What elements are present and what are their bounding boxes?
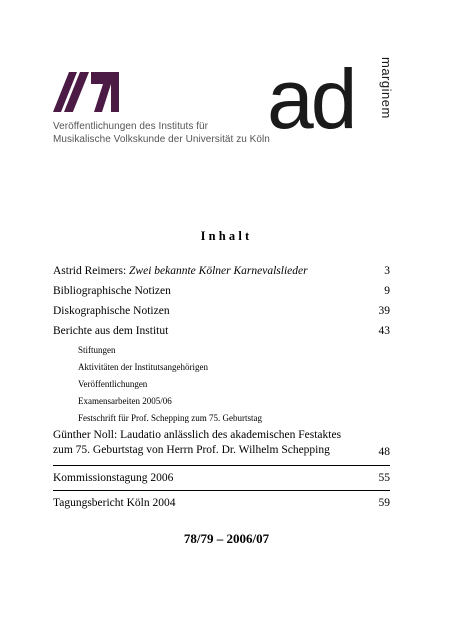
toc-entry xyxy=(53,263,390,283)
toc-entry-title: Berichte aus dem Institut xyxy=(53,325,169,337)
toc-subentry xyxy=(53,394,390,411)
toc-entry-laudatio xyxy=(53,428,390,465)
toc-entry-page: 3 xyxy=(384,265,390,277)
divider xyxy=(53,490,390,491)
toc-subentry xyxy=(53,343,390,360)
brand-ad-text: ad xyxy=(267,52,355,146)
toc-entry-title: Bibliographische Notizen xyxy=(53,285,171,297)
toc-entry xyxy=(53,470,390,490)
toc-entry xyxy=(53,495,390,515)
toc-subentry-title: Examensarbeiten 2005/06 xyxy=(78,396,172,406)
toc-title: Inhalt xyxy=(200,229,253,243)
toc-entry-title: Kommissionstagung 2006 xyxy=(53,472,174,484)
volume-number: 78/79 – 2006/07 xyxy=(183,531,270,546)
toc-entry-title: Astrid Reimers: Zwei bekannte Kölner Karnevalslieder xyxy=(53,265,308,277)
toc-subentry-title: Stiftungen xyxy=(78,345,116,355)
toc-entry xyxy=(53,323,390,343)
table-of-contents xyxy=(53,263,390,515)
toc-subentry xyxy=(53,360,390,377)
divider xyxy=(53,465,390,466)
toc-entry-title: Diskographische Notizen xyxy=(53,305,170,317)
institute-logo-icon xyxy=(53,72,119,112)
series-line-1: Veröffentlichungen des Instituts für xyxy=(53,121,209,132)
toc-subentry-title: Festschrift für Prof. Schepping zum 75. Geburtstag xyxy=(78,413,262,423)
toc-subentry xyxy=(53,411,390,428)
toc-entry-page: 55 xyxy=(378,472,390,484)
series-name xyxy=(53,121,270,146)
ad-marginem-logo xyxy=(267,52,397,149)
toc-subentry xyxy=(53,377,390,394)
toc-entry-page: 59 xyxy=(378,497,390,509)
toc-entry-title: Tagungsbericht Köln 2004 xyxy=(53,497,176,509)
toc-entry xyxy=(53,303,390,323)
toc-entry xyxy=(53,283,390,303)
series-line-2: Musikalische Volkskunde der Universität zu Köln xyxy=(53,133,270,145)
toc-entry-title: Günther Noll: Laudatio anlässlich des akademischen Festaktes zum 75. Geburtstag von Herrn Prof. Dr. Wilhelm Schepping xyxy=(53,429,342,456)
toc-entry-page: 43 xyxy=(378,325,390,337)
toc-subentry-title: Aktivitäten der Institutsangehörigen xyxy=(78,362,208,372)
brand-marginem-text: marginem xyxy=(379,57,394,119)
toc-subentry-title: Veröffentlichungen xyxy=(78,379,148,389)
toc-entry-page: 48 xyxy=(378,446,390,458)
toc-entry-page: 39 xyxy=(378,305,390,317)
toc-entry-page: 9 xyxy=(384,285,390,297)
